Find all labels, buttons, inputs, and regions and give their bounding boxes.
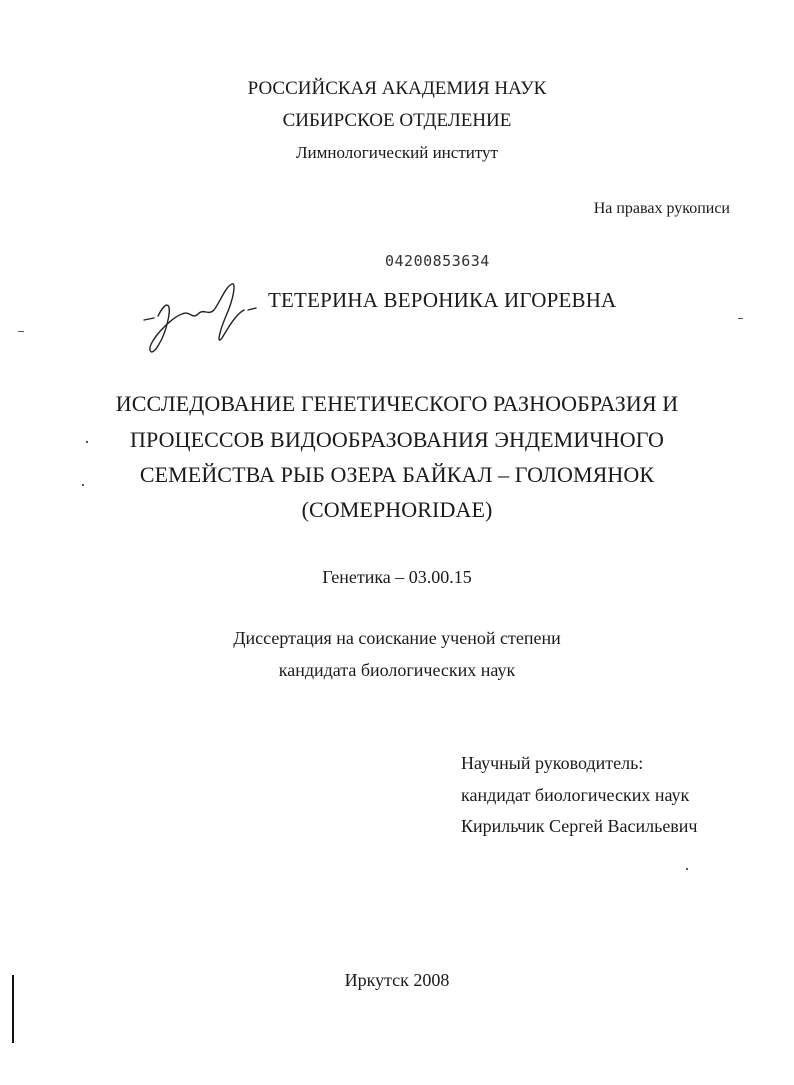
academy-name: РОССИЙСКАЯ АКАДЕМИЯ НАУК [247,78,547,99]
institute-name: Лимнологический институт [296,143,498,162]
rights-note: На правах рукописи [593,200,730,217]
dissertation-line-2: кандидата биологических наук [278,660,516,680]
specialty: Генетика – 03.00.15 [322,567,472,587]
city-year: Иркутск 2008 [344,970,450,990]
supervisor-label: Научный руководитель: [461,753,644,773]
scan-speck [18,331,24,332]
title-line-3: СЕМЕЙСТВА РЫБ ОЗЕРА БАЙКАЛ – ГОЛОМЯНОК [139,462,655,487]
scan-speck [82,484,84,486]
author-name: ТЕТЕРИНА ВЕРОНИКА ИГОРЕВНА [268,288,617,312]
scan-margin-mark [12,975,14,1043]
scan-speck [686,868,688,870]
title-line-4: (COMEPHORIDAE) [301,497,493,522]
document-code: 04200853634 [385,252,490,270]
title-line-2: ПРОЦЕССОВ ВИДООБРАЗОВАНИЯ ЭНДЕМИЧНОГО [130,427,664,452]
handwritten-signature [140,280,260,360]
branch-name: СИБИРСКОЕ ОТДЕЛЕНИЕ [282,110,512,131]
scan-speck [738,318,743,319]
scan-speck [86,441,88,443]
supervisor-name: Кирильчик Сергей Васильевич [461,816,698,836]
dissertation-line-1: Диссертация на соискание ученой степени [233,628,561,648]
title-line-1: ИССЛЕДОВАНИЕ ГЕНЕТИЧЕСКОГО РАЗНООБРАЗИЯ И [115,391,679,416]
supervisor-degree: кандидат биологических наук [461,785,690,805]
